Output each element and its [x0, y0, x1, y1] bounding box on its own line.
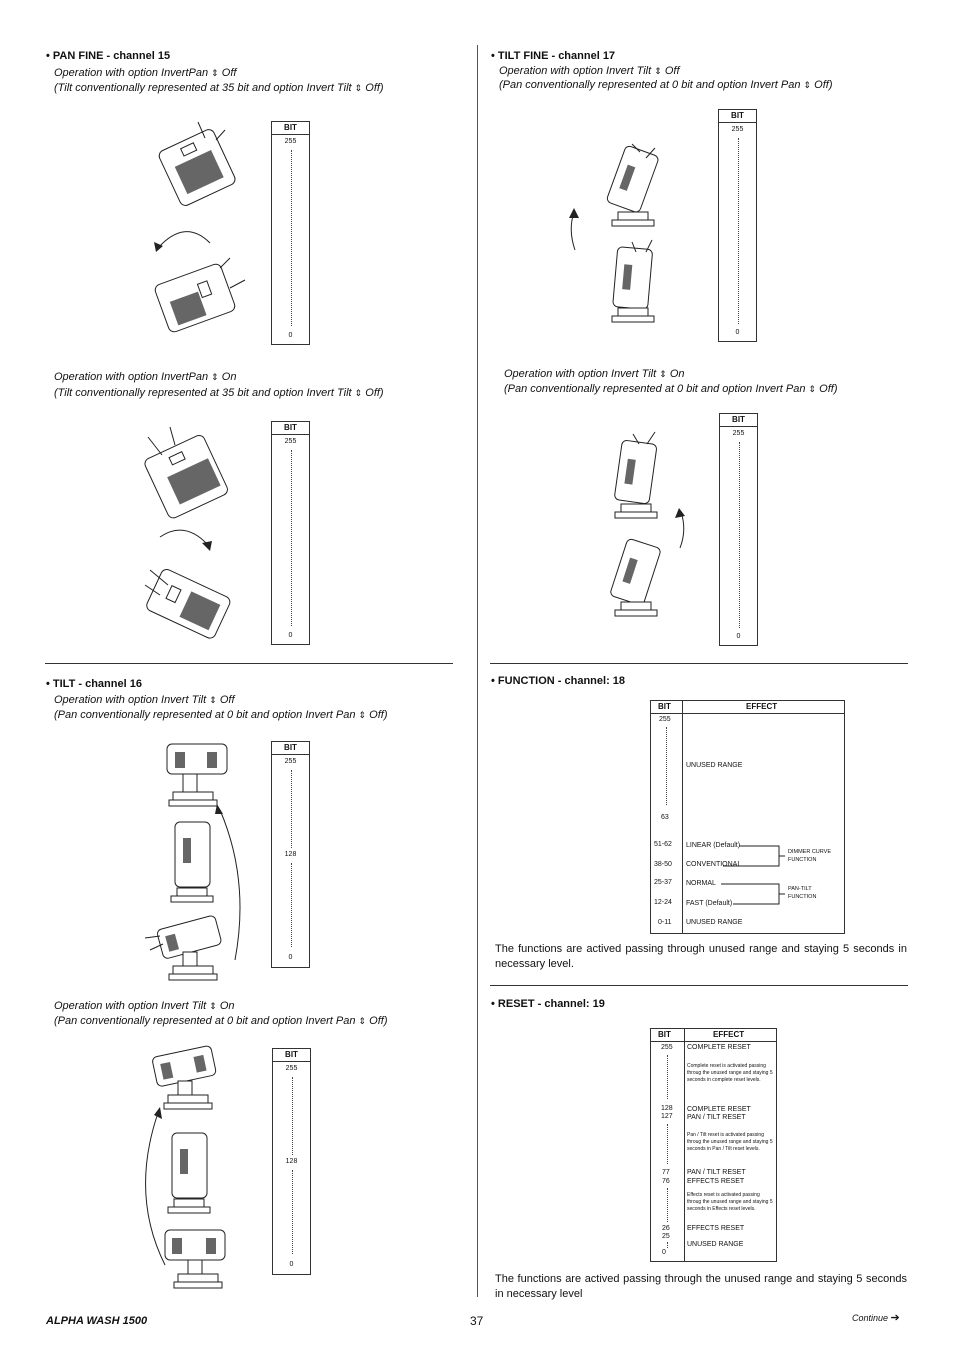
arrow-right-icon: ➔: [890, 1312, 900, 1324]
tilt-fine-op1-line2: (Pan conventionally represented at 0 bit and option Invert Pan ⇕ Off): [499, 79, 833, 91]
footer-product-name: ALPHA WASH 1500: [46, 1315, 148, 1327]
section-divider-right-2: [490, 985, 908, 986]
reset-row-bit: 255: [661, 1044, 673, 1051]
function-row-bit: 255: [659, 716, 671, 723]
function-row-bit: 51-62: [654, 841, 672, 848]
reset-row-effect: PAN / TILT RESET: [687, 1169, 746, 1176]
footer-continue[interactable]: Continue ➔: [852, 1312, 900, 1324]
tilt-off-bit-scale: BIT 255 128 0: [271, 741, 310, 968]
pan-fine-off-bit-scale: BIT 255 0: [271, 121, 310, 345]
reset-row-effect-note: Complete reset is activated passing throug the unused range and staying 5 seconds in complete reset levels.: [687, 1063, 773, 1083]
function-row-bit: 63: [661, 814, 669, 821]
function-table-col-bit: BIT: [658, 702, 671, 711]
function-title: • FUNCTION - channel: 18: [491, 675, 626, 687]
reset-row-effect-note: Pan / Tilt reset is activated passing throug the unused range and staying 5 seconds in Pan / Tilt reset levels.: [687, 1132, 773, 1152]
function-row-bit: 12-24: [654, 899, 672, 906]
function-table: [650, 700, 845, 934]
tilt-fine-off-bit-scale: BIT 255 0: [718, 109, 757, 342]
tilt-op2-line2: (Pan conventionally represented at 0 bit and option Invert Pan ⇕ Off): [54, 1015, 388, 1027]
function-note: The functions are actived passing through unused range and staying 5 seconds in necessary level.: [495, 943, 907, 970]
tilt-title: • TILT - channel 16: [46, 678, 142, 690]
reset-note: The functions are actived passing through the unused range and staying 5 seconds in necessary level: [495, 1273, 907, 1300]
tilt-off-fixture-diagram: [145, 740, 255, 985]
reset-row-bit: 26: [662, 1225, 670, 1232]
reset-row-effect: UNUSED RANGE: [687, 1241, 744, 1248]
pan-fine-on-bit-scale: BIT 255 0: [271, 421, 310, 645]
tilt-op1-line1: Operation with option Invert Tilt ⇕ Off: [54, 694, 235, 706]
reset-row-bit: 128: [661, 1105, 673, 1112]
section-divider-right: [490, 663, 908, 664]
reset-row-bit: 77: [662, 1169, 670, 1176]
reset-table-col-bit: BIT: [658, 1030, 671, 1039]
reset-row-effect: EFFECTS RESET: [687, 1178, 745, 1185]
footer-page-number: 37: [470, 1314, 484, 1328]
function-row-bit: 25-37: [654, 879, 672, 886]
tilt-fine-off-fixture-diagram: [560, 140, 670, 330]
function-row-effect: NORMAL: [686, 880, 716, 887]
tilt-fine-on-fixture-diagram: [595, 430, 695, 625]
function-row-effect: LINEAR (Default): [686, 842, 741, 849]
tilt-fine-op1-line1: Operation with option Invert Tilt ⇕ Off: [499, 65, 680, 77]
function-table-col-effect: EFFECT: [746, 702, 778, 711]
function-group-pan-tilt: PAN-TILT FUNCTION: [788, 886, 817, 900]
section-divider-left: [45, 663, 453, 664]
reset-row-bit: 0: [662, 1249, 666, 1256]
pan-fine-op1-line1: Operation with option InvertPan ⇕ Off: [54, 67, 237, 79]
function-row-bit: 0-11: [658, 919, 672, 926]
reset-row-effect-note: Effects reset is activated passing throug the unused range and staying 5 seconds in Effects reset levels.: [687, 1192, 773, 1212]
reset-table: [650, 1028, 777, 1262]
pan-fine-op1-line2: (Tilt conventionally represented at 35 bit and option Invert Tilt ⇕ Off): [54, 82, 384, 94]
tilt-on-fixture-diagram: [130, 1045, 250, 1295]
tilt-fine-op2-line1: Operation with option Invert Tilt ⇕ On: [504, 368, 685, 380]
function-row-bit: 38-50: [654, 861, 672, 868]
function-group-dimmer-curve: DIMMER CURVE FUNCTION: [788, 849, 831, 863]
reset-table-col-effect: EFFECT: [713, 1030, 745, 1039]
tilt-on-bit-scale: BIT 255 128 0: [272, 1048, 311, 1275]
reset-row-effect: EFFECTS RESET: [687, 1225, 745, 1232]
pan-fine-on-fixture-diagram: [140, 425, 240, 640]
pan-fine-title: • PAN FINE - channel 15: [46, 50, 171, 62]
reset-row-effect: PAN / TILT RESET: [687, 1114, 746, 1121]
pan-fine-off-fixture-diagram: [150, 118, 250, 338]
reset-row-bit: 127: [661, 1113, 673, 1120]
column-divider: [477, 45, 478, 1297]
tilt-fine-on-bit-scale: BIT 255 0: [719, 413, 758, 646]
pan-fine-op2-line2: (Tilt conventionally represented at 35 bit and option Invert Tilt ⇕ Off): [54, 387, 384, 399]
reset-row-effect: COMPLETE RESET: [687, 1106, 751, 1113]
tilt-fine-title: • TILT FINE - channel 17: [491, 50, 616, 62]
pan-fine-op2-line1: Operation with option InvertPan ⇕ On: [54, 371, 237, 383]
function-row-effect: UNUSED RANGE: [686, 919, 743, 926]
function-row-effect: FAST (Default): [686, 900, 733, 907]
tilt-fine-op2-line2: (Pan conventionally represented at 0 bit and option Invert Pan ⇕ Off): [504, 383, 838, 395]
function-row-effect: UNUSED RANGE: [686, 762, 743, 769]
reset-row-effect: COMPLETE RESET: [687, 1044, 751, 1051]
reset-row-bit: 76: [662, 1178, 670, 1185]
reset-title: • RESET - channel: 19: [491, 998, 605, 1010]
tilt-op1-line2: (Pan conventionally represented at 0 bit and option Invert Pan ⇕ Off): [54, 709, 388, 721]
tilt-op2-line1: Operation with option Invert Tilt ⇕ On: [54, 1000, 235, 1012]
function-row-effect: CONVENTIONAL: [686, 861, 742, 868]
reset-row-bit: 25: [662, 1233, 670, 1240]
